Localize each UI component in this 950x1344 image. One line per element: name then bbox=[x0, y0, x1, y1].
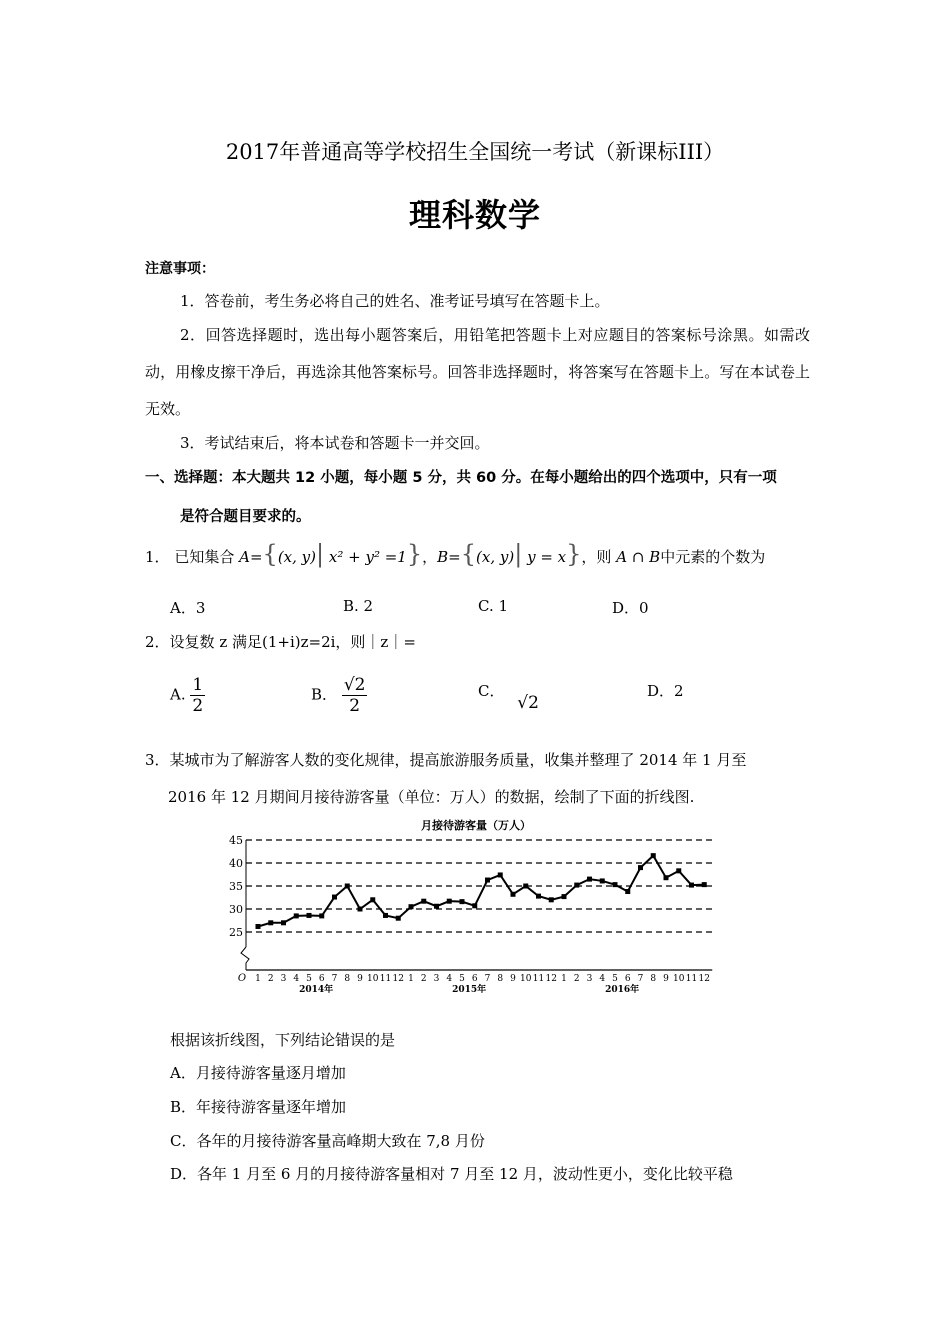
q1-set-a-name: A bbox=[239, 548, 250, 566]
data-point bbox=[268, 920, 273, 925]
question-2 bbox=[145, 631, 416, 652]
x-tick-label: 5 bbox=[612, 974, 618, 984]
section-heading-line1: 一、选择题：本大题共 12 小题，每小题 5 分，共 60 分。在每小题给出的四个选项中，只有一项 bbox=[145, 470, 777, 486]
q3-text-line1: 某城市为了解游客人数的变化规律，提高旅游服务质量，收集并整理了 2014 年 1 月至 bbox=[169, 751, 747, 769]
y-tick-label: 35 bbox=[229, 880, 243, 893]
q2-text: 设复数 z 满足(1+i)z=2i，则｜z｜= bbox=[169, 633, 416, 651]
data-point bbox=[664, 875, 669, 880]
q3-option-a: A．月接待游客量逐月增加 bbox=[170, 1064, 346, 1082]
axis-break bbox=[241, 947, 249, 970]
q2-option-a-den: 2 bbox=[192, 696, 204, 716]
data-point bbox=[498, 872, 503, 877]
exam-title: 2017年普通高等学校招生全国统一考试（新课标III） bbox=[225, 140, 725, 164]
data-point bbox=[485, 878, 490, 883]
data-point bbox=[421, 899, 426, 904]
q1-set-b-cond: y = x bbox=[527, 548, 567, 566]
year-label: 2014年 bbox=[299, 985, 334, 995]
year-label: 2015年 bbox=[452, 985, 487, 995]
data-point bbox=[613, 882, 618, 887]
q2-option-c-label: C． bbox=[478, 682, 505, 700]
notice-heading: 注意事项： bbox=[145, 261, 215, 277]
x-tick-label: 8 bbox=[344, 974, 351, 984]
q3-text-line2: 2016 年 12 月期间月接待游客量（单位：万人）的数据，绘制了下面的折线图. bbox=[168, 788, 695, 806]
q2-number: 2． bbox=[145, 633, 170, 651]
q2-option-a-num: 1 bbox=[192, 675, 204, 695]
q3-option-d: D．各年 1 月至 6 月的月接待游客量相对 7 月至 12 月，波动性更小，变化比较平稳 bbox=[170, 1165, 733, 1183]
data-point bbox=[562, 894, 567, 899]
x-tick-label: 2 bbox=[573, 974, 580, 984]
x-tick-label: 3 bbox=[433, 974, 440, 984]
q2-option-b bbox=[311, 675, 367, 716]
data-point bbox=[434, 904, 439, 909]
data-point bbox=[587, 877, 592, 882]
x-tick-label: 12 bbox=[698, 974, 710, 984]
data-point bbox=[383, 913, 388, 918]
y-tick-label: 45 bbox=[229, 834, 243, 847]
data-point bbox=[256, 924, 261, 929]
data-point bbox=[396, 916, 401, 921]
x-tick-label: 10 bbox=[367, 974, 379, 984]
q1-text-end: 中元素的个数为 bbox=[660, 548, 766, 566]
x-tick-label: 9 bbox=[510, 974, 516, 984]
x-tick-label: 7 bbox=[637, 974, 644, 984]
data-point bbox=[523, 884, 528, 889]
x-tick-label: 11 bbox=[685, 974, 698, 984]
x-tick-label: 7 bbox=[331, 974, 338, 984]
x-tick-label: 3 bbox=[280, 974, 287, 984]
x-tick-label: 9 bbox=[663, 974, 669, 984]
x-tick-label: 2 bbox=[420, 974, 427, 984]
q2-option-b-num: √2 bbox=[343, 675, 366, 695]
data-point bbox=[319, 913, 324, 918]
q1-number: 1． bbox=[145, 548, 170, 566]
data-point bbox=[702, 882, 707, 887]
x-tick-label: 2 bbox=[267, 974, 274, 984]
notice-item-1: 1．答卷前，考生务必将自己的姓名、准考证号填写在答题卡上。 bbox=[180, 292, 610, 310]
data-point bbox=[472, 903, 477, 908]
x-tick-label: 6 bbox=[624, 974, 631, 984]
x-tick-label: 8 bbox=[497, 974, 504, 984]
notice-item-2: 2．回答选择题时，选出每小题答案后，用铅笔把答题卡上对应题目的答案标号涂黑。如需改动，用橡皮擦干净后，再选涂其他答案标号。回答非选择题时，将答案写在答题卡上。写在本试卷上无效。 bbox=[145, 326, 810, 418]
x-tick-label: 6 bbox=[471, 974, 478, 984]
chart-title: 月接待游客量（万人） bbox=[421, 819, 531, 832]
data-point bbox=[281, 920, 286, 925]
series-line bbox=[258, 856, 704, 927]
x-tick-label: 4 bbox=[293, 974, 300, 984]
data-point bbox=[625, 889, 630, 894]
y-tick-label: 30 bbox=[229, 903, 243, 916]
line-chart bbox=[228, 815, 723, 997]
q1-option-c: C. 1 bbox=[478, 597, 509, 615]
data-point bbox=[460, 899, 465, 904]
data-point bbox=[307, 913, 312, 918]
origin-label: O bbox=[237, 973, 247, 984]
x-tick-label: 3 bbox=[586, 974, 593, 984]
data-point bbox=[549, 897, 554, 902]
subject-title: 理科数学 bbox=[408, 196, 541, 234]
x-tick-label: 5 bbox=[306, 974, 312, 984]
data-point bbox=[370, 897, 375, 902]
y-tick-label: 40 bbox=[229, 857, 243, 870]
x-tick-label: 12 bbox=[392, 974, 404, 984]
y-tick-label: 25 bbox=[229, 926, 243, 939]
x-tick-label: 8 bbox=[650, 974, 657, 984]
data-point bbox=[447, 899, 452, 904]
year-label: 2016年 bbox=[605, 985, 640, 995]
x-tick-label: 9 bbox=[357, 974, 363, 984]
q1-text-pre: 已知集合 bbox=[174, 548, 235, 566]
q1-option-d: D．0 bbox=[612, 599, 649, 617]
data-point bbox=[638, 865, 643, 870]
x-tick-label: 10 bbox=[520, 974, 532, 984]
q2-option-d: D．2 bbox=[647, 682, 684, 700]
q3-prompt: 根据该折线图，下列结论错误的是 bbox=[170, 1031, 396, 1049]
data-point bbox=[294, 913, 299, 918]
data-point bbox=[536, 894, 541, 899]
x-tick-label: 11 bbox=[532, 974, 545, 984]
x-tick-label: 4 bbox=[446, 974, 453, 984]
data-point bbox=[574, 883, 579, 888]
q3-option-b: B．年接待游客量逐年增加 bbox=[170, 1098, 347, 1116]
x-tick-label: 7 bbox=[484, 974, 491, 984]
q1-pair-b: (x, y) bbox=[476, 548, 515, 566]
data-point bbox=[600, 878, 605, 883]
q1-option-a: A．3 bbox=[170, 599, 206, 617]
q1-option-b: B. 2 bbox=[343, 597, 374, 615]
data-point bbox=[676, 868, 681, 873]
q2-option-b-den: 2 bbox=[349, 696, 361, 716]
q3-option-c: C．各年的月接待游客量高峰期大致在 7,8 月份 bbox=[170, 1132, 485, 1150]
data-point bbox=[358, 907, 363, 912]
x-tick-label: 1 bbox=[255, 974, 261, 984]
q2-option-c-value: √2 bbox=[517, 693, 539, 713]
data-point bbox=[689, 883, 694, 888]
q1-set-a-cond: x² + y² =1 bbox=[328, 548, 407, 566]
data-point bbox=[511, 892, 516, 897]
data-point bbox=[651, 853, 656, 858]
q1-set-b-name: B bbox=[437, 548, 449, 566]
section-heading-line2: 是符合题目要求的。 bbox=[180, 509, 311, 525]
x-tick-label: 10 bbox=[673, 974, 685, 984]
x-tick-label: 1 bbox=[408, 974, 414, 984]
q2-option-b-label: B． bbox=[311, 685, 338, 704]
data-point bbox=[345, 884, 350, 889]
data-point bbox=[409, 904, 414, 909]
q1-pair-a: (x, y) bbox=[277, 548, 317, 566]
x-tick-label: 6 bbox=[318, 974, 325, 984]
x-tick-label: 11 bbox=[379, 974, 392, 984]
q2-option-a-label: A. bbox=[170, 685, 186, 704]
x-tick-label: 1 bbox=[561, 974, 567, 984]
question-3-line1 bbox=[145, 749, 746, 770]
notice-item-3: 3．考试结束后，将本试卷和答题卡一并交回。 bbox=[180, 434, 490, 452]
x-tick-label: 4 bbox=[599, 974, 606, 984]
q2-option-c bbox=[478, 680, 539, 713]
x-tick-label: 5 bbox=[459, 974, 465, 984]
q1-text-post: ，则 bbox=[581, 548, 612, 566]
q3-number: 3． bbox=[145, 751, 170, 769]
question-1: 1． 已知集合 A={(x, y)| x² + y² =1}，B={(x, y)| y = x}，则 A ∩ B中元素的个数为 bbox=[145, 540, 766, 568]
q2-option-a bbox=[170, 675, 205, 716]
x-tick-label: 12 bbox=[545, 974, 557, 984]
q1-intersect: A ∩ B bbox=[616, 548, 661, 566]
data-point bbox=[332, 895, 337, 900]
